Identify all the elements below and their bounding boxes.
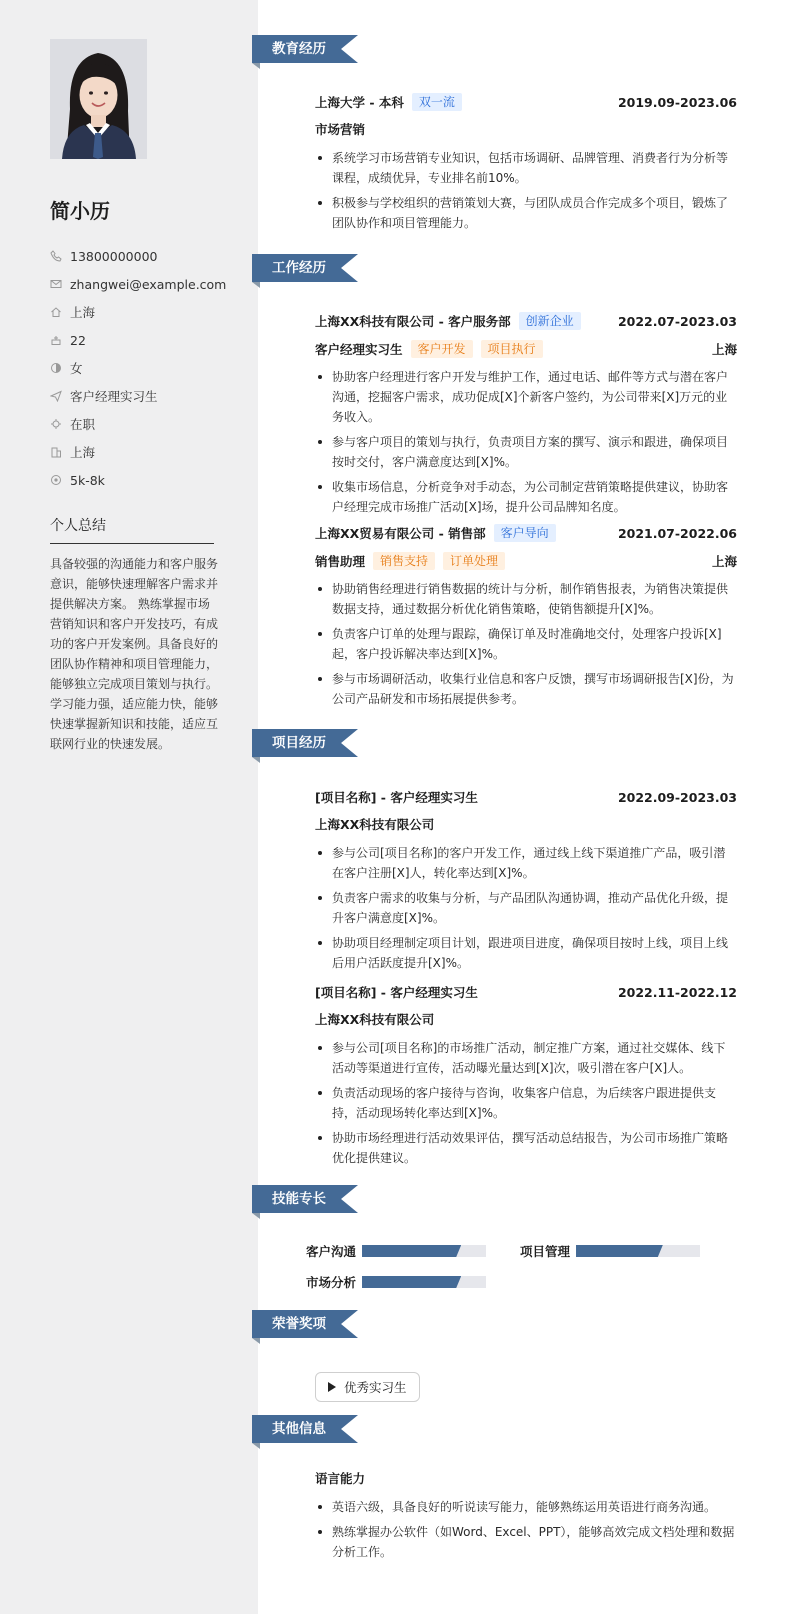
list-item: 参与客户项目的策划与执行，负责项目方案的撰写、演示和跟进，确保项目按时交付，客户满意度达到[X]%。 (315, 432, 737, 472)
work-date: 2021.07-2022.06 (617, 525, 737, 541)
work-city: 上海 (711, 342, 737, 357)
phone-text: 13800000000 (70, 248, 158, 264)
gender-icon (50, 362, 62, 374)
list-item: 收集市场信息，分析竞争对手动态，为公司制定营销策略提供建议，协助客户经理完成市场推广活动[X]场，提升公司品牌知名度。 (315, 477, 737, 517)
section-title-projects (252, 729, 358, 757)
list-item: 负责活动现场的客户接待与咨询，收集客户信息，为后续客户跟进提供支持，活动现场转化率达到[X]%。 (315, 1083, 737, 1123)
phone-icon (50, 250, 62, 262)
home-icon (50, 306, 62, 318)
major: 市场营销 (315, 122, 366, 137)
job-role: 客户经理实习生 (315, 342, 403, 357)
section-title-skills (252, 1185, 358, 1213)
company-tag: 创新企业 (519, 312, 581, 330)
status-text: 在职 (70, 417, 96, 432)
skill-bar (362, 1276, 486, 1288)
home-text: 上海 (70, 305, 96, 320)
section-label: 荣誉奖项 (272, 1316, 326, 1332)
project-date: 2022.09-2023.03 (617, 789, 737, 805)
salary-text: 5k-8k (70, 472, 105, 488)
city-icon (50, 446, 62, 458)
role-tag: 客户开发 (411, 340, 473, 358)
summary-text: 具备较强的沟通能力和客户服务意识，能够快速理解客户需求并提供解决方案。 熟练掌握市场营销知识和客户开发技巧，有成功的客户开发案例。具备良好的团队协作精神和项目管理能力，能够独立完成项目策划与执行。 学习能力强，适应能力快，能够快速掌握新知识和技能，适应互联网行业的快速发展。 (50, 557, 219, 751)
company-name: 上海XX贸易有限公司 - 销售部 (315, 526, 486, 541)
info-gender (50, 354, 226, 382)
info-age (50, 326, 226, 354)
education-entry (315, 92, 737, 238)
section-title-other (252, 1415, 358, 1443)
age-icon (50, 334, 62, 346)
info-status (50, 410, 226, 438)
project-title: [项目名称] - 客户经理实习生 (315, 790, 478, 805)
section-label: 教育经历 (272, 41, 326, 57)
section-label: 工作经历 (272, 260, 326, 276)
work-entry (315, 311, 737, 522)
other-subtitle: 语言能力 (315, 1471, 366, 1486)
section-title-education (252, 35, 358, 63)
role-tag: 销售支持 (373, 552, 435, 570)
list-item: 负责客户订单的处理与跟踪，确保订单及时准确地交付，处理客户投诉[X]起，客户投诉解决率达到[X]%。 (315, 624, 737, 664)
project-company: 上海XX科技有限公司 (315, 1012, 435, 1027)
job-role: 销售助理 (315, 554, 366, 569)
contact-info-list (50, 242, 226, 494)
skill-name: 项目管理 (520, 1244, 571, 1259)
list-item: 负责客户需求的收集与分析，与产品团队沟通协调，推动产品优化升级，提升客户满意度[X]%。 (315, 888, 737, 928)
project-entry (315, 982, 737, 1173)
info-position (50, 382, 226, 410)
position-text: 客户经理实习生 (70, 389, 158, 404)
other-info (315, 1469, 737, 1567)
education-date: 2019.09-2023.06 (617, 94, 737, 110)
project-entry (315, 787, 737, 978)
section-label: 其他信息 (272, 1421, 326, 1437)
list-item: 积极参与学校组织的营销策划大赛，与团队成员合作完成多个项目，锻炼了团队协作和项目管理能力。 (315, 193, 737, 233)
company-name: 上海XX科技有限公司 - 客户服务部 (315, 314, 511, 329)
skill-name: 客户沟通 (306, 1244, 357, 1259)
list-item: 熟练掌握办公软件（如Word、Excel、PPT），能够高效完成文档处理和数据分析工作。 (315, 1522, 737, 1562)
skill-bar-fill (362, 1245, 461, 1257)
section-label: 技能专长 (272, 1191, 326, 1207)
list-item: 参与市场调研活动，收集行业信息和客户反馈，撰写市场调研报告[X]份，为公司产品研发和市场拓展提供参考。 (315, 669, 737, 709)
list-item: 系统学习市场营销专业知识，包括市场调研、品牌管理、消费者行为分析等课程，成绩优异，专业排名前10%。 (315, 148, 737, 188)
list-item: 协助客户经理进行客户开发与维护工作，通过电话、邮件等方式与潜在客户沟通，挖掘客户需求，成功促成[X]个新客户签约，为公司带来[X]万元的业务收入。 (315, 367, 737, 427)
age-text: 22 (70, 332, 86, 348)
email-icon (50, 278, 62, 290)
skill-bar (362, 1245, 486, 1257)
summary-title: 个人总结 (50, 515, 214, 544)
target-position-icon (50, 390, 62, 402)
award-chip[interactable] (315, 1372, 420, 1402)
skill-item (306, 1241, 486, 1261)
skill-item (520, 1241, 700, 1261)
info-city (50, 438, 226, 466)
skill-name: 市场分析 (306, 1275, 357, 1290)
info-home (50, 298, 226, 326)
info-email (50, 270, 226, 298)
profile-name: 简小历 (50, 199, 110, 223)
sidebar (0, 0, 258, 1614)
project-title: [项目名称] - 客户经理实习生 (315, 985, 478, 1000)
list-item: 参与公司[项目名称]的市场推广活动，制定推广方案，通过社交媒体、线下活动等渠道进行宣传，活动曝光量达到[X]次，吸引潜在客户[X]人。 (315, 1038, 737, 1078)
role-tag: 项目执行 (481, 340, 543, 358)
skill-bar-fill (362, 1276, 461, 1288)
info-phone (50, 242, 226, 270)
project-date: 2022.11-2022.12 (617, 984, 737, 1000)
school-name: 上海大学 - 本科 (315, 95, 404, 110)
list-item: 英语六级，具备良好的听说读写能力，能够熟练运用英语进行商务沟通。 (315, 1497, 737, 1517)
list-item: 协助市场经理进行活动效果评估，撰写活动总结报告，为公司市场推广策略优化提供建议。 (315, 1128, 737, 1168)
work-entry (315, 523, 737, 714)
award-label: 优秀实习生 (344, 1380, 407, 1395)
profile-photo (50, 39, 147, 159)
section-title-work (252, 254, 358, 282)
section-label: 项目经历 (272, 735, 326, 751)
status-icon (50, 418, 62, 430)
skill-bar (576, 1245, 700, 1257)
section-title-honors (252, 1310, 358, 1338)
play-icon (328, 1382, 336, 1392)
project-company: 上海XX科技有限公司 (315, 817, 435, 832)
school-tag: 双一流 (412, 93, 462, 111)
work-city: 上海 (711, 554, 737, 569)
city-text: 上海 (70, 445, 96, 460)
list-item: 协助项目经理制定项目计划，跟进项目进度，确保项目按时上线，项目上线后用户活跃度提升[X]%。 (315, 933, 737, 973)
skill-item (306, 1272, 486, 1292)
info-salary (50, 466, 226, 494)
list-item: 协助销售经理进行销售数据的统计与分析，制作销售报表，为销售决策提供数据支持，通过数据分析优化销售策略，使销售额提升[X]%。 (315, 579, 737, 619)
email-text: zhangwei@example.com (70, 276, 227, 292)
list-item: 参与公司[项目名称]的客户开发工作，通过线上线下渠道推广产品，吸引潜在客户注册[X]人，转化率达到[X]%。 (315, 843, 737, 883)
main-content (258, 0, 794, 1614)
salary-icon (50, 474, 62, 486)
company-tag: 客户导向 (494, 524, 556, 542)
work-date: 2022.07-2023.03 (617, 313, 737, 329)
gender-text: 女 (70, 361, 83, 376)
role-tag: 订单处理 (443, 552, 505, 570)
skill-bar-fill (576, 1245, 663, 1257)
